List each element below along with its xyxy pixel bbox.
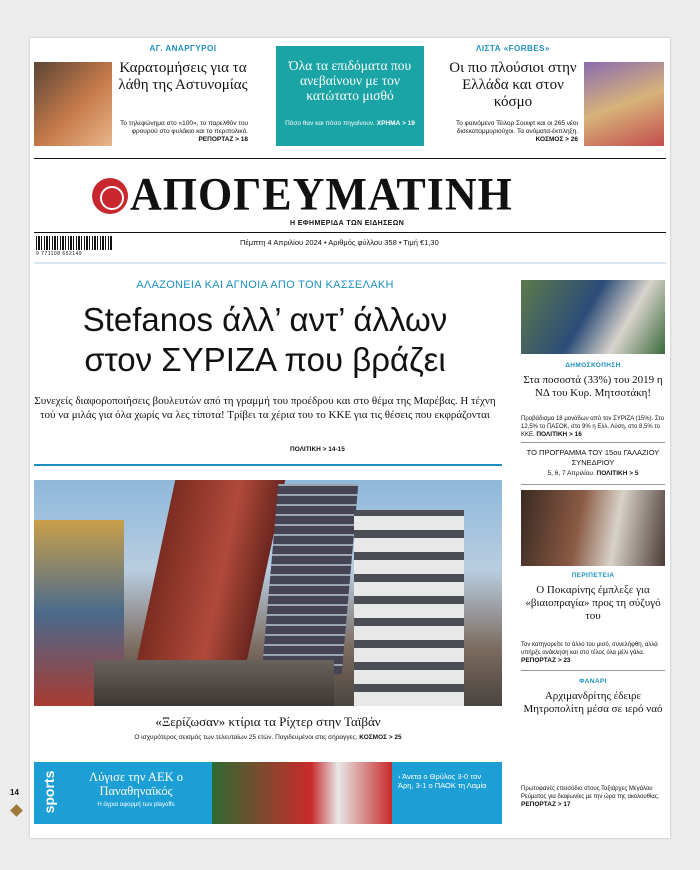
barcode-icon [36,236,112,250]
photo-caption[interactable]: «Ξερίζωσαν» κτίρια τα Ρίχτερ στην Ταϊβάν [155,714,381,729]
lead-kicker: ΑΛΑΖΟΝΕΙΑ ΚΑΙ ΑΓΝΟΙΑ ΑΠΟ ΤΟΝ ΚΑΣΣΕΛΑΚΗ [136,279,394,291]
dateline: Πέμπτη 4 Απριλίου 2024 • Αριθμός φύλλου 358 • Τιμή €1,30 [240,238,439,247]
photo-rubble [94,660,334,706]
teaser-body: Το φαινόμενο Τέιλορ Σουιφτ και οι 265 νέοι δισεκατομμυριούχοι. Τα ονόματα-έκπληξη. ΚΟΣΜΟΣ > 26 [455,120,578,143]
congress-title[interactable]: ΤΟ ΠΡΟΓΡΑΜΜΑ ΤΟΥ 15ου ΓΑΛΑΖΙΟΥ ΣΥΝΕΔΡΙΟΥ [526,448,660,467]
congress-body: 5, 6, 7 Απριλίου. ΠΟΛΙΤΙΚΗ > 5 [547,470,639,477]
teaser-title: Όλα τα επιδόματα που ανεβαίνουν με τον κατώτατο μισθό [288,58,412,103]
phanari-kicker: ΦΑΝΑΡΙ [579,678,607,685]
poll-title[interactable]: Στα ποσοστά (33%) του 2019 η ΝΔ του Κυρ. Μητσοτάκη! [523,374,663,399]
photo-building [354,510,464,706]
diamond-icon [10,804,23,817]
earthquake-photo[interactable] [34,480,502,706]
lead-headline-line-1: Stefanos άλλ’ αντ’ άλλων [82,301,448,338]
rally-photo [521,280,665,354]
phanari-body: Πρωτοφανές επεισόδιο στους Ταξιάρχες Μεγάλου Ρεύματος για διαφωνίες με την ώρα της ακολουθίας. ΡΕΠΟΡΤΑΖ > 17 [521,786,660,808]
teaser-kicker: ΑΓ. ΑΝΑΡΓΥΡΟΙ [149,44,217,53]
sports-photo [212,762,392,824]
divider [34,464,502,466]
teaser-photo-singer [584,62,664,146]
couple-photo [521,490,665,566]
teaser-title[interactable]: Οι πιο πλούσιοι στην Ελλάδα και στον κόσμο [449,60,577,110]
sports-tag: sports [41,770,57,814]
newspaper-front-page [30,38,670,838]
adventure-title[interactable]: Ο Ποκαρίνης έμπλεξε για «βιαιοπραγία» προς τη σύζυγό του [525,584,661,622]
teaser-title[interactable]: Καρατομήσεις για τα λάθη της Αστυνομίας [118,60,248,93]
divider [34,232,666,233]
divider [34,262,666,264]
poll-kicker: ΔΗΜΟΣΚΟΠΗΣΗ [565,362,621,369]
teaser-photo-couple [34,62,112,146]
teaser-body: Πόσο θαν και πόσο πηγαίνουν. ΧΡΗΜΑ > 19 [285,120,415,127]
lead-headline[interactable] [30,300,500,380]
page-number: 14 [10,788,19,797]
lead-ref: ΠΟΛΙΤΙΚΗ > 14-15 [290,446,345,453]
logo-seal-icon [92,178,128,214]
barcode-number: 9 771108 652149 [36,251,83,257]
divider [521,442,665,443]
photo-subcaption: Ο ισχυρότερος σεισμός των τελευταίων 25 ετών. Παγιδευμένοι στις σήραγγες. ΚΟΣΜΟΣ > 25 [134,734,402,741]
masthead-tagline: Η ΕΦΗΜΕΡΙΔΑ ΤΩΝ ΕΙΔΗΣΕΩΝ [290,220,405,227]
lead-deck: Συνεχείς διαφοροποιήσεις βουλευτών από τη γραμμή του προέδρου και στο θέμα της Μαρέβας. Η τέχνη τού να μιλάς για όλα χωρίς να λες τίποτα! Τρίβει τα χέρια του το ΚΚΕ για τις θέσεις που εκφράζονται [34,395,496,421]
photo-building [262,484,359,674]
divider [521,670,665,671]
teaser-kicker: ΛΙΣΤΑ «FORBES» [476,44,550,53]
adventure-body: Τον κατηγορείτε το άλλο του μισό, συνελήφθη, αλλά υπήρξε ανάκληση και στο τέλος όλα μέλι γάλα. ΡΕΠΟΡΤΑΖ > 23 [521,642,658,664]
lead-headline-line-2: στον ΣΥΡΙΖΑ που βράζει [84,341,446,378]
sports-side-note: › Άνετα ο Θρύλος 3-0 τον Άρη, 3-1 ο ΠΑΟΚ τη Λαμία [398,772,487,790]
poll-body: Προβάδισμα 18 μονάδων από τον ΣΥΡΙΖΑ (15%). Στο 12,5% το ΠΑΣΟΚ, στο 9% η Ελλ. Λύση, στο 8,5% το ΚΚΕ. ΠΟΛΙΤΙΚΗ > 16 [521,416,664,438]
sports-title: Λύγισε την ΑΕΚ ο Παναθηναϊκός [89,770,183,798]
teaser-box-benefits[interactable] [276,46,424,146]
phanari-title[interactable]: Αρχιμανδρίτης έδειρε Μητροπολίτη μέσα σε ιερό ναό [523,690,663,715]
teaser-body: Το τηλεφώνημα στο «100», το παρελθόν του φρουρού στο φυλάκιο και το περιπολικό. ΡΕΠΟΡΤΑΖ > 18 [120,120,248,143]
divider [521,484,665,485]
adventure-kicker: ΠΕΡΙΠΕΤΕΙΑ [571,572,615,579]
sports-subtitle: Η άγρια αφορμή των playoffs [97,802,175,808]
masthead-title: ΑΠΟΓΕΥΜΑΤΙΝΗ [130,168,513,221]
photo-building-tilted [133,480,286,680]
divider [34,158,666,159]
sports-band[interactable] [34,762,502,824]
